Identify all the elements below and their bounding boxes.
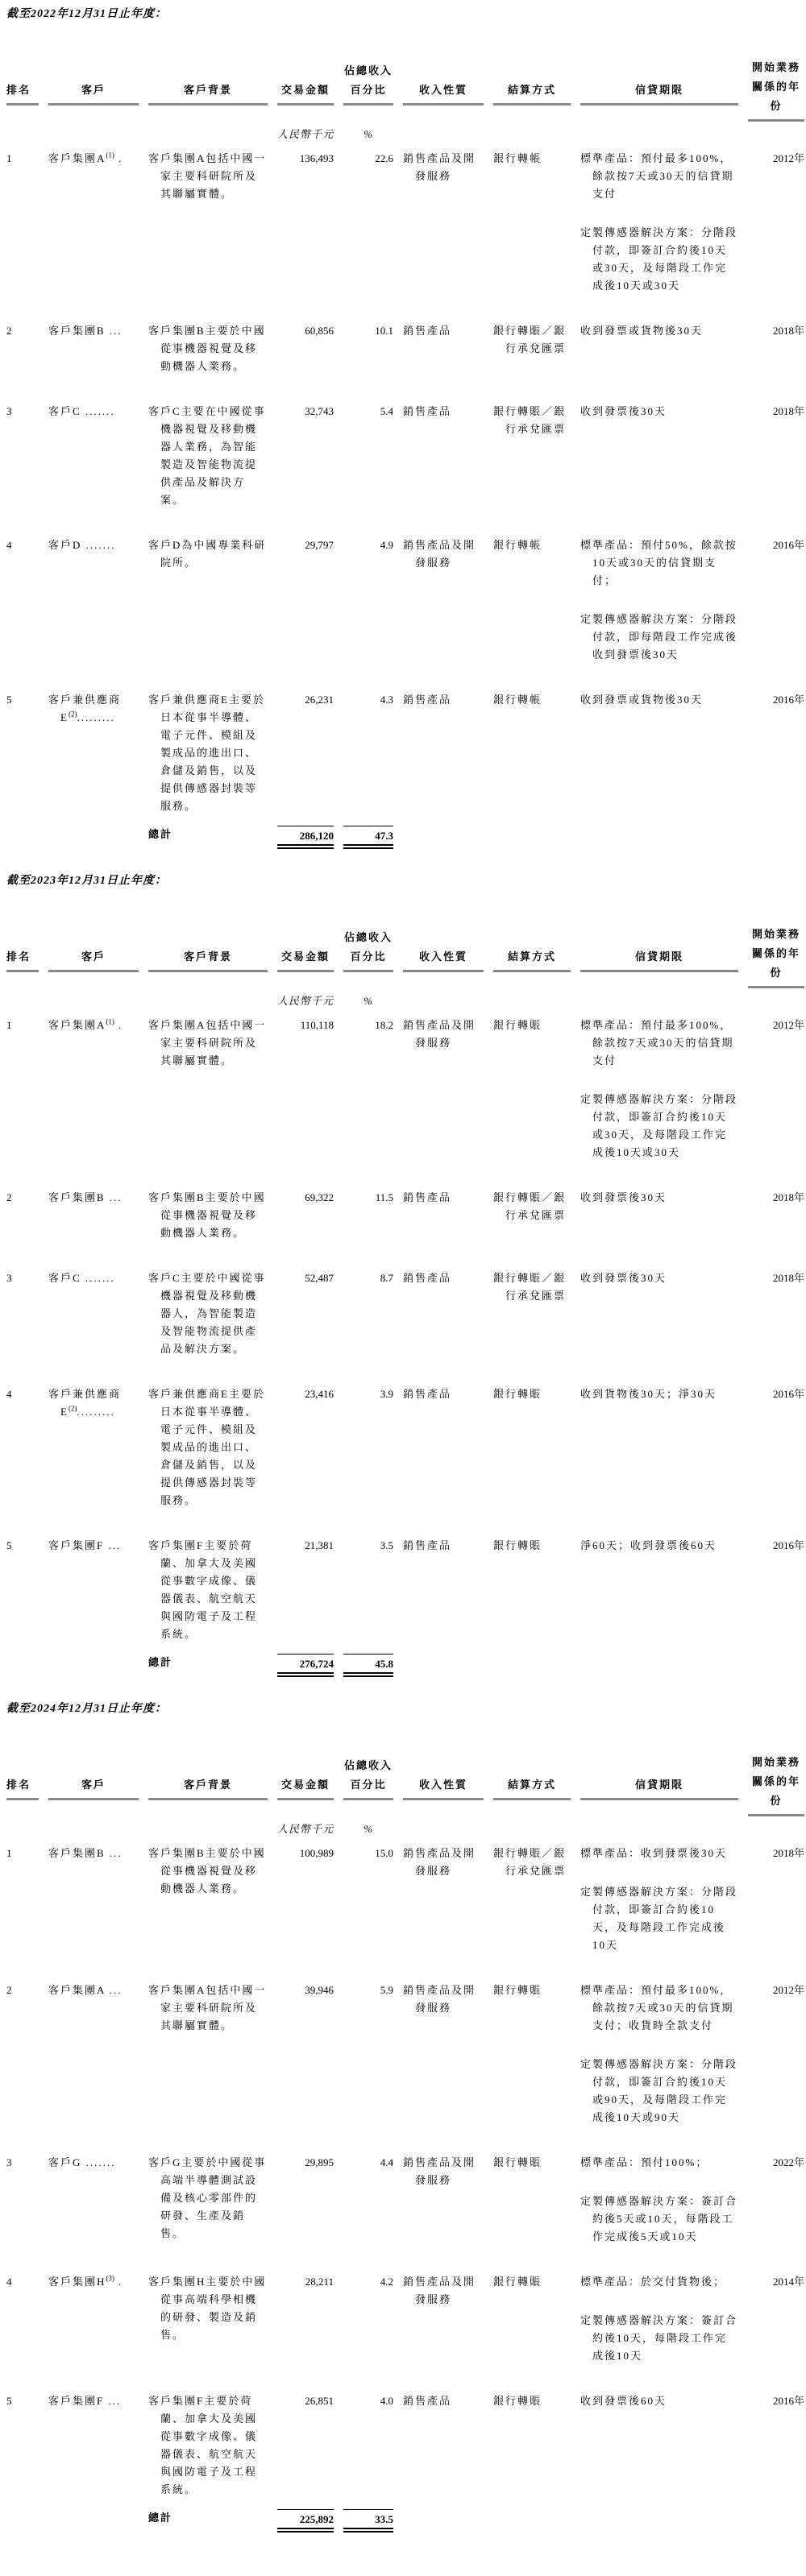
top-customers-table-2022	[6, 58, 804, 849]
credit-period-paragraph: 收到發票或貨物後30天	[580, 694, 704, 706]
rank-cell: 4	[6, 1388, 12, 1400]
settlement-method-cell: 銀行轉賬	[493, 2156, 542, 2168]
column-header-rank: 排名	[6, 1753, 39, 1800]
revenue-percentage-cell: 4.4	[380, 2156, 393, 2168]
relationship-start-year-cell: 2022年	[772, 2156, 804, 2168]
credit-period-paragraph: 收到發票後30天	[580, 1272, 667, 1284]
relationship-start-year-cell: 2016年	[772, 1388, 804, 1400]
total-row	[6, 1654, 804, 1677]
revenue-nature-cell: 銷售產品及開發服務	[403, 1984, 476, 2014]
credit-period-cell	[580, 1385, 738, 1403]
top-customers-table-2023	[6, 925, 804, 1677]
transaction-amount-cell: 110,118	[300, 1019, 334, 1031]
column-header-customer: 客戶	[48, 925, 139, 972]
footnote-marker: (1)	[106, 151, 114, 159]
relationship-start-year-cell: 2012年	[772, 1984, 804, 1996]
amount-unit-label: 人民幣千元	[277, 1823, 334, 1835]
credit-period-cell	[580, 150, 738, 295]
settlement-method-cell: 銀行轉賬	[493, 1019, 542, 1031]
credit-period-paragraph: 收到發票或貨物後30天	[580, 325, 704, 337]
transaction-amount-cell: 23,416	[305, 1388, 334, 1400]
customer-background-cell: 客戶集團A包括中國一家主要科研院所及其聯屬實體。	[148, 1984, 267, 2031]
percent-unit-label: %	[364, 1823, 373, 1835]
settlement-method-cell: 銀行轉賬	[493, 2276, 542, 2288]
credit-period-paragraph: 收到發票後60天	[580, 2395, 667, 2407]
customer-cell: 客戶集團$A^{(1)}$ .	[48, 151, 123, 164]
revenue-nature-cell: 銷售產品	[403, 1539, 452, 1551]
credit-period-paragraph: 標準產品：預付最多100%，餘款按7天或30天的信貸期支付	[580, 1019, 734, 1066]
credit-period-cell	[580, 2392, 738, 2410]
percent-unit-label: %	[364, 995, 373, 1007]
percent-unit-label: %	[364, 128, 373, 140]
table-row	[6, 2154, 804, 2246]
table-row	[6, 691, 804, 815]
relationship-start-year-cell: 2018年	[772, 325, 804, 337]
column-header-revenue-nature: 收入性質	[403, 58, 484, 106]
credit-period-cell	[580, 1269, 738, 1287]
column-header-rank: 排名	[6, 925, 39, 972]
total-amount: 286,120	[277, 826, 334, 849]
customer-cell: 客戶集團F ...	[48, 2395, 122, 2407]
customer-cell: 客戶集團$H^{(3)}$ .	[48, 2274, 123, 2288]
column-header-rank: 排名	[6, 58, 39, 106]
transaction-amount-cell: 60,856	[305, 325, 334, 337]
revenue-percentage-cell: 4.3	[380, 694, 393, 706]
relationship-start-year-cell: 2016年	[772, 2395, 804, 2407]
rank-cell: 2	[6, 325, 12, 337]
column-header-customer-background: 客戶背景	[148, 58, 268, 106]
customer-background-cell: 客戶集團F主要於荷蘭、加拿大及美國從事數字成像、儀器儀表、航空航天與國防電子及工程系統。	[148, 1539, 258, 1640]
credit-period-cell	[580, 1189, 738, 1207]
relationship-start-year-cell: 2018年	[772, 1847, 804, 1859]
rank-cell: 5	[6, 1539, 12, 1551]
customer-cell: 客戶集團B ...	[48, 1191, 123, 1203]
column-header-credit-period: 信貸期限	[580, 925, 738, 972]
table-row	[6, 322, 804, 375]
column-header-customer-background: 客戶背景	[148, 925, 268, 972]
customer-cell: 客戶G .......	[48, 2156, 116, 2168]
relationship-start-year-cell: 2012年	[772, 1019, 804, 1031]
customer-cell: 客戶D .......	[48, 539, 116, 551]
rank-cell: 1	[6, 1847, 12, 1859]
revenue-percentage-cell: 15.0	[375, 1847, 393, 1859]
units-row	[6, 994, 804, 1008]
section-title: 截至2022年12月31日止年度：	[6, 8, 167, 20]
customer-cell: 客戶兼供應商$E^{(2)}$.........	[48, 1388, 122, 1418]
column-header-settlement-method: 結算方式	[493, 58, 571, 106]
customer-background-cell: 客戶C主要在中國從事機器視覺及移動機器人業務，為智能製造及智能物流提供產品及解決方案。	[148, 405, 266, 506]
settlement-method-cell: 銀行轉賬	[493, 1388, 542, 1400]
table-header-row	[6, 1753, 804, 1816]
credit-period-paragraph: 標準產品：預付最多100%，餘款按7天或30天的信貸期支付；收貨時全款支付	[580, 1984, 734, 2031]
table-header-row	[6, 58, 804, 122]
table-row	[6, 2273, 804, 2365]
customer-background-cell: 客戶集團A包括中國一家主要科研院所及其聯屬實體。	[148, 152, 267, 200]
credit-period-cell	[580, 2273, 738, 2365]
relationship-start-year-cell: 2016年	[772, 694, 804, 706]
column-header-revenue-nature: 收入性質	[403, 1753, 484, 1800]
settlement-method-cell: 銀行轉帳	[493, 539, 542, 551]
settlement-method-cell: 銀行轉賬／銀行承兌匯票	[493, 325, 567, 354]
column-header-credit-period: 信貸期限	[580, 1753, 738, 1800]
column-header-revenue-percentage: 佔總收入 百分比	[343, 1753, 393, 1800]
column-header-relationship-start-year: 開始業務 關係的年份	[748, 58, 804, 122]
credit-period-paragraph: 標準產品：收到發票後30天	[580, 1847, 728, 1859]
settlement-method-cell: 銀行轉賬／銀行承兌匯票	[493, 1847, 567, 1877]
customer-cell: 客戶集團F ...	[48, 1539, 122, 1551]
customer-background-cell: 客戶集團H主要於中國從事高端科學相機的研發、製造及銷售。	[148, 2276, 267, 2341]
transaction-amount-cell: 52,487	[305, 1272, 334, 1284]
footnote-marker: (2)	[68, 710, 77, 719]
customer-cell: 客戶集團B ...	[48, 325, 123, 337]
total-row	[6, 826, 804, 849]
table-row	[6, 2392, 804, 2499]
settlement-method-cell: 銀行轉賬／銀行承兌匯票	[493, 1272, 567, 1302]
year-section-2022	[6, 5, 804, 849]
revenue-percentage-cell: 4.9	[380, 539, 393, 551]
credit-period-paragraph: 標準產品：預付50%，餘款按10天或30天的信貸期支付；	[580, 539, 737, 586]
total-amount: 276,724	[277, 1654, 334, 1677]
credit-period-paragraph: 標準產品：預付100%；	[580, 2156, 708, 2168]
revenue-percentage-cell: 11.5	[375, 1191, 393, 1203]
column-header-relationship-start-year: 開始業務 關係的年份	[748, 925, 804, 988]
revenue-percentage-cell: 5.4	[380, 405, 393, 417]
relationship-start-year-cell: 2012年	[772, 152, 804, 164]
revenue-percentage-cell: 8.7	[380, 1272, 393, 1284]
table-header-row	[6, 925, 804, 988]
revenue-percentage-cell: 4.0	[380, 2395, 393, 2407]
credit-period-paragraph: 定製傳感器解決方案：分階段付款，即每階段工作完成後收到發票後30天	[580, 613, 738, 661]
column-header-revenue-nature: 收入性質	[403, 925, 484, 972]
rank-cell: 2	[6, 1984, 12, 1996]
customer-background-cell: 客戶集團B主要於中國從事機器視覺及移動機器人業務。	[148, 325, 266, 372]
revenue-nature-cell: 銷售產品及開發服務	[403, 539, 476, 569]
revenue-percentage-cell: 4.2	[380, 2276, 393, 2288]
credit-period-paragraph: 標準產品：於交付貨物後；	[580, 2276, 726, 2288]
transaction-amount-cell: 39,946	[305, 1984, 334, 1996]
column-header-customer: 客戶	[48, 58, 139, 106]
relationship-start-year-cell: 2016年	[772, 539, 804, 551]
table-row	[6, 150, 804, 295]
credit-period-paragraph: 標準產品：預付最多100%，餘款按7天或30天的信貸期支付	[580, 152, 734, 200]
revenue-nature-cell: 銷售產品	[403, 694, 452, 706]
year-section-2024	[6, 1700, 804, 2533]
total-percentage: 33.5	[343, 2509, 393, 2533]
table-row	[6, 1269, 804, 1358]
table-row	[6, 536, 804, 664]
credit-period-cell	[580, 2154, 738, 2246]
transaction-amount-cell: 29,895	[305, 2156, 334, 2168]
column-header-customer: 客戶	[48, 1753, 139, 1800]
table-row	[6, 403, 804, 509]
revenue-percentage-cell: 10.1	[375, 325, 393, 337]
transaction-amount-cell: 100,989	[299, 1847, 334, 1859]
rank-cell: 3	[6, 1272, 12, 1284]
revenue-nature-cell: 銷售產品	[403, 1191, 452, 1203]
credit-period-cell	[580, 403, 738, 420]
column-header-customer-background: 客戶背景	[148, 1753, 268, 1800]
credit-period-cell	[580, 536, 738, 664]
credit-period-paragraph: 定製傳感器解決方案：分階段付款，即簽訂合約後10天或90天，及每階段工作完成後10天或90天	[580, 2058, 738, 2123]
rank-cell: 4	[6, 2276, 12, 2288]
customer-background-cell: 客戶C主要於中國從事機器視覺及移動機器人，為智能製造及智能物流提供產品及解決方案。	[148, 1272, 266, 1355]
revenue-nature-cell: 銷售產品	[403, 325, 452, 337]
credit-period-paragraph: 收到發票後30天	[580, 405, 667, 417]
credit-period-paragraph: 收到發票後30天	[580, 1191, 667, 1203]
credit-period-cell	[580, 1017, 738, 1162]
customer-background-cell: 客戶兼供應商E主要於日本從事半導體、電子元件、模組及製成品的進出口、倉儲及銷售，以及提供傳感器封裝等服務。	[148, 1388, 265, 1506]
customer-background-cell: 客戶D為中國專業科研院所。	[148, 539, 267, 569]
credit-period-paragraph: 收到貨物後30天；淨30天	[580, 1388, 717, 1400]
customer-cell: 客戶集團B ...	[48, 1847, 123, 1859]
total-amount: 225,892	[277, 2509, 334, 2533]
transaction-amount-cell: 136,493	[299, 152, 334, 164]
revenue-nature-cell: 銷售產品	[403, 2395, 452, 2407]
revenue-percentage-cell: 18.2	[375, 1019, 393, 1031]
settlement-method-cell: 銀行轉帳	[493, 152, 542, 164]
credit-period-paragraph: 定製傳感器解決方案：分階段付款，即簽訂合約後10天或30天，及每階段工作完成後10天或30天	[580, 226, 738, 292]
total-percentage: 45.8	[343, 1654, 393, 1677]
credit-period-paragraph: 定製傳感器解決方案：分階段付款，即簽訂合約後10天或30天，及每階段工作完成後10天或30天	[580, 1093, 738, 1158]
amount-unit-label: 人民幣千元	[277, 128, 334, 140]
customer-background-cell: 客戶集團B主要於中國從事機器視覺及移動機器人業務。	[148, 1847, 266, 1895]
footnote-marker: (2)	[68, 1404, 77, 1413]
relationship-start-year-cell: 2018年	[772, 405, 804, 417]
credit-period-cell	[580, 322, 738, 340]
rank-cell: 4	[6, 539, 12, 551]
credit-period-paragraph: 定製傳感器解決方案：簽訂合約後5天或10天，每階段工作完成後5天或10天	[580, 2195, 738, 2243]
credit-period-paragraph: 淨60天；收到發票後60天	[580, 1539, 717, 1551]
year-section-2023	[6, 872, 804, 1677]
total-label: 總計	[148, 2512, 173, 2524]
revenue-nature-cell: 銷售產品及開發服務	[403, 152, 476, 182]
customer-background-cell: 客戶集團B主要於中國從事機器視覺及移動機器人業務。	[148, 1191, 266, 1239]
total-percentage: 47.3	[343, 826, 393, 849]
total-label: 總計	[148, 828, 173, 840]
revenue-percentage-cell: 3.5	[380, 1539, 393, 1551]
revenue-percentage-cell: 5.9	[380, 1984, 393, 1996]
customer-cell: 客戶C .......	[48, 1272, 115, 1284]
revenue-nature-cell: 銷售產品及開發服務	[403, 2276, 476, 2305]
revenue-nature-cell: 銷售產品	[403, 1388, 452, 1400]
total-label: 總計	[148, 1656, 173, 1668]
relationship-start-year-cell: 2016年	[772, 1539, 804, 1551]
credit-period-cell	[580, 1845, 738, 1954]
settlement-method-cell: 銀行轉賬	[493, 2395, 542, 2407]
table-row	[6, 1845, 804, 1954]
settlement-method-cell: 銀行轉賬／銀行承兌匯票	[493, 1191, 567, 1221]
transaction-amount-cell: 26,851	[305, 2395, 334, 2407]
customer-background-cell: 客戶兼供應商E主要於日本從事半導體、電子元件、模組及製成品的進出口、倉儲及銷售，以及提供傳感器封裝等服務。	[148, 694, 265, 812]
column-header-revenue-percentage: 佔總收入 百分比	[343, 925, 393, 972]
credit-period-paragraph: 定製傳感器解決方案：簽訂合約後10天，每階段工作完成後10天	[580, 2314, 738, 2362]
customer-cell: 客戶集團A ...	[48, 1984, 123, 1996]
transaction-amount-cell: 69,322	[305, 1191, 334, 1203]
column-header-revenue-percentage: 佔總收入 百分比	[343, 58, 393, 106]
transaction-amount-cell: 29,797	[305, 539, 334, 551]
customer-background-cell: 客戶集團F主要於荷蘭、加拿大及美國從事數字成像、儀器儀表、航空航天與國防電子及工程系統。	[148, 2395, 258, 2495]
settlement-method-cell: 銀行轉賬／銀行承兌匯票	[493, 405, 567, 435]
table-row	[6, 1017, 804, 1162]
revenue-nature-cell: 銷售產品及開發服務	[403, 2156, 476, 2186]
footnote-marker: (1)	[106, 1017, 114, 1026]
column-header-credit-period: 信貸期限	[580, 58, 738, 106]
column-header-transaction-amount: 交易金額	[277, 925, 334, 972]
revenue-nature-cell: 銷售產品及開發服務	[403, 1847, 476, 1877]
total-row	[6, 2509, 804, 2533]
settlement-method-cell: 銀行轉賬	[493, 1539, 542, 1551]
rank-cell: 5	[6, 2395, 12, 2407]
relationship-start-year-cell: 2018年	[772, 1272, 804, 1284]
table-row	[6, 1982, 804, 2127]
settlement-method-cell: 銀行轉帳	[493, 694, 542, 706]
customer-cell: 客戶兼供應商$E^{(2)}$.........	[48, 694, 122, 723]
column-header-relationship-start-year: 開始業務 關係的年份	[748, 1753, 804, 1816]
section-title: 截至2024年12月31日止年度：	[6, 1703, 167, 1715]
units-row	[6, 127, 804, 142]
rank-cell: 1	[6, 152, 12, 164]
revenue-nature-cell: 銷售產品及開發服務	[403, 1019, 476, 1049]
customer-background-cell: 客戶G主要於中國從事高端半導體測試設備及核心零部件的研發、生產及銷售。	[148, 2156, 267, 2239]
settlement-method-cell: 銀行轉賬	[493, 1984, 542, 1996]
table-row	[6, 1385, 804, 1510]
credit-period-paragraph: 定製傳感器解決方案：分階段付款，即簽訂合約後10天，及每階段工作完成後10天	[580, 1886, 738, 1951]
transaction-amount-cell: 32,743	[305, 405, 334, 417]
transaction-amount-cell: 21,381	[305, 1539, 334, 1551]
revenue-percentage-cell: 3.9	[380, 1388, 393, 1400]
customer-cell: 客戶集團$A^{(1)}$ .	[48, 1017, 123, 1031]
credit-period-cell	[580, 691, 738, 709]
amount-unit-label: 人民幣千元	[277, 995, 334, 1007]
top-customers-table-2024	[6, 1753, 804, 2533]
column-header-settlement-method: 結算方式	[493, 925, 571, 972]
rank-cell: 2	[6, 1191, 12, 1203]
rank-cell: 5	[6, 694, 12, 706]
column-header-transaction-amount: 交易金額	[277, 1753, 334, 1800]
customer-cell: 客戶C .......	[48, 405, 115, 417]
relationship-start-year-cell: 2014年	[772, 2276, 804, 2288]
footnote-marker: (3)	[106, 2274, 114, 2283]
table-row	[6, 1537, 804, 1643]
credit-period-cell	[580, 1537, 738, 1555]
transaction-amount-cell: 28,211	[305, 2276, 334, 2288]
rank-cell: 3	[6, 2156, 12, 2168]
revenue-percentage-cell: 22.6	[375, 152, 393, 164]
rank-cell: 1	[6, 1019, 12, 1031]
section-title: 截至2023年12月31日止年度：	[6, 875, 167, 887]
relationship-start-year-cell: 2018年	[772, 1191, 804, 1203]
units-row	[6, 1822, 804, 1837]
customer-background-cell: 客戶集團A包括中國一家主要科研院所及其聯屬實體。	[148, 1019, 267, 1066]
transaction-amount-cell: 26,231	[305, 694, 334, 706]
revenue-nature-cell: 銷售產品	[403, 405, 452, 417]
column-header-transaction-amount: 交易金額	[277, 58, 334, 106]
table-row	[6, 1189, 804, 1242]
rank-cell: 3	[6, 405, 12, 417]
credit-period-cell	[580, 1982, 738, 2127]
column-header-settlement-method: 結算方式	[493, 1753, 571, 1800]
revenue-nature-cell: 銷售產品	[403, 1272, 452, 1284]
